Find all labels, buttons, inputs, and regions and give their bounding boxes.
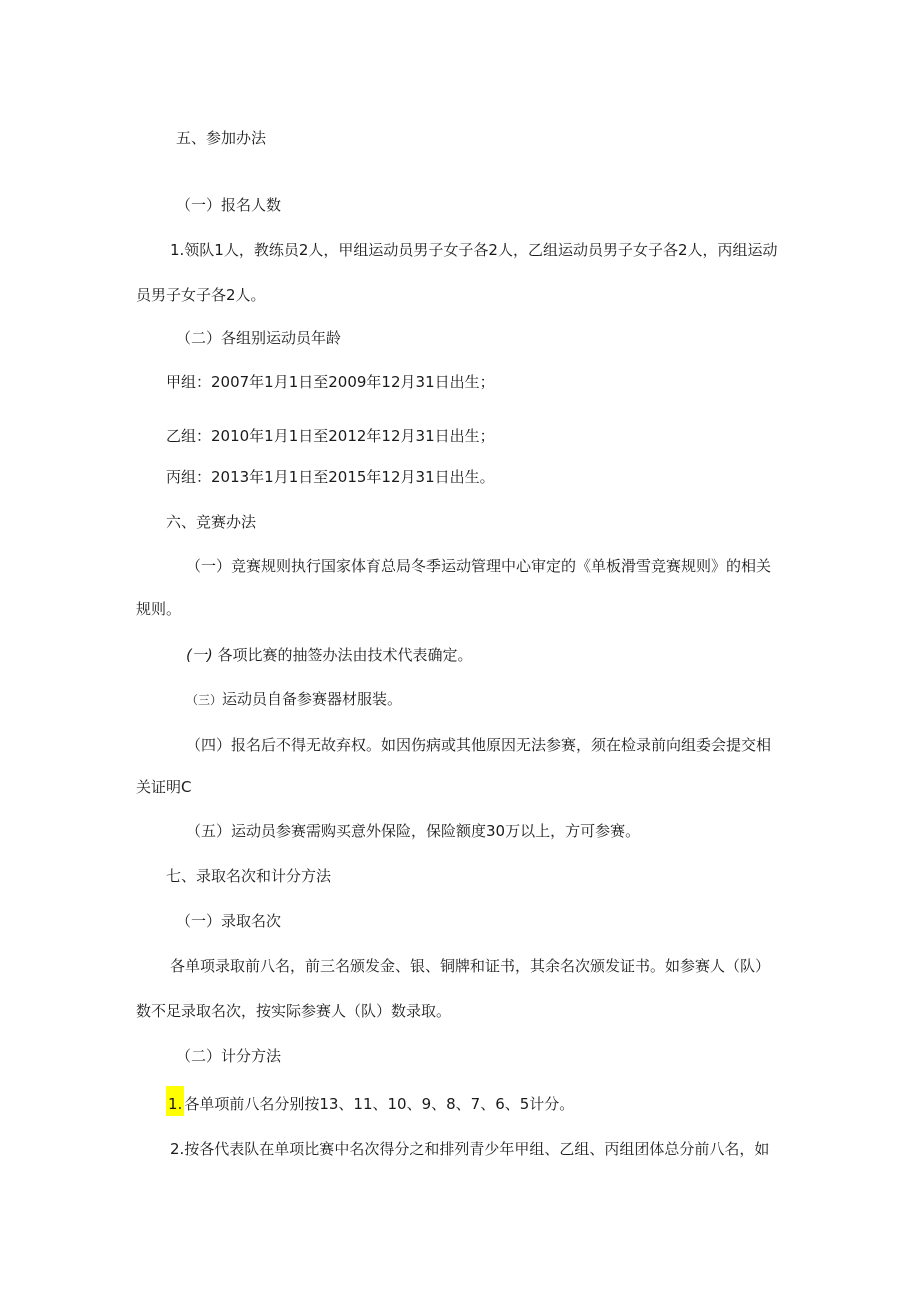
section-6-item1-line1: （一）竞赛规则执行国家体育总局冬季运动管理中心审定的《单板滑雪竞赛规则》的相关 [186, 557, 772, 575]
section-7-sub1-heading: （一）录取名次 [176, 912, 282, 930]
section-5-sub1-line1: 1.领队1人，教练员2人，甲组运动员男子女子各2人，乙组运动员男子女子各2人，丙组运动 [170, 241, 778, 259]
group-a-age: 甲组：2007年1月1日至2009年12月31日出生； [166, 373, 495, 391]
section-5-sub1-line2: 员男子女子各2人。 [136, 286, 266, 304]
section-6-item3-text: 运动员自备参赛器材服装。 [222, 690, 403, 708]
section-7-sub1-line1: 各单项录取前八名，前三名颁发金、银、铜牌和证书，其余名次颁发证书。如参赛人（队） [170, 957, 771, 975]
highlight-marker: 1. [166, 1086, 184, 1116]
section-6-item5: （五）运动员参赛需购买意外保险，保险额度30万以上，方可参赛。 [186, 822, 641, 840]
section-6-item2 [186, 645, 473, 665]
scoring-rule-2-line1: 2.按各代表队在单项比赛中名次得分之和排列青少年甲组、乙组、丙组团体总分前八名，如 [170, 1140, 770, 1158]
section-6-item4-line1: （四）报名后不得无故弃权。如因伤病或其他原因无法参赛，须在检录前向组委会提交相 [186, 736, 772, 754]
section-6-item1-line2: 规则。 [136, 600, 182, 618]
section-7-heading: 七、录取名次和计分方法 [166, 867, 332, 885]
section-6-item3 [186, 689, 402, 710]
section-6-item3-prefix: （三） [186, 693, 223, 707]
section-7-sub2-heading: （二）计分方法 [176, 1047, 282, 1065]
scoring-rule-1 [166, 1094, 574, 1116]
scoring-rule-1-text: 各单项前八名分别按13、11、10、9、8、7、6、5计分。 [184, 1095, 575, 1113]
section-7-sub1-line2: 数不足录取名次，按实际参赛人（队）数录取。 [136, 1002, 452, 1020]
section-6-heading: 六、竞赛办法 [166, 513, 257, 531]
group-c-age: 丙组：2013年1月1日至2015年12月31日出生。 [166, 468, 495, 486]
section-6-item4-line2: 关证明C [136, 778, 192, 796]
section-5-sub1-heading: （一）报名人数 [176, 196, 282, 214]
section-5-heading: 五、参加办法 [176, 129, 267, 147]
group-b-age: 乙组：2010年1月1日至2012年12月31日出生； [166, 427, 495, 445]
section-6-item2-prefix: (一) [186, 646, 213, 664]
section-5-sub2-heading: （二）各组别运动员年龄 [176, 329, 342, 347]
section-6-item2-text: 各项比赛的抽签办法由技术代表确定。 [217, 646, 473, 664]
